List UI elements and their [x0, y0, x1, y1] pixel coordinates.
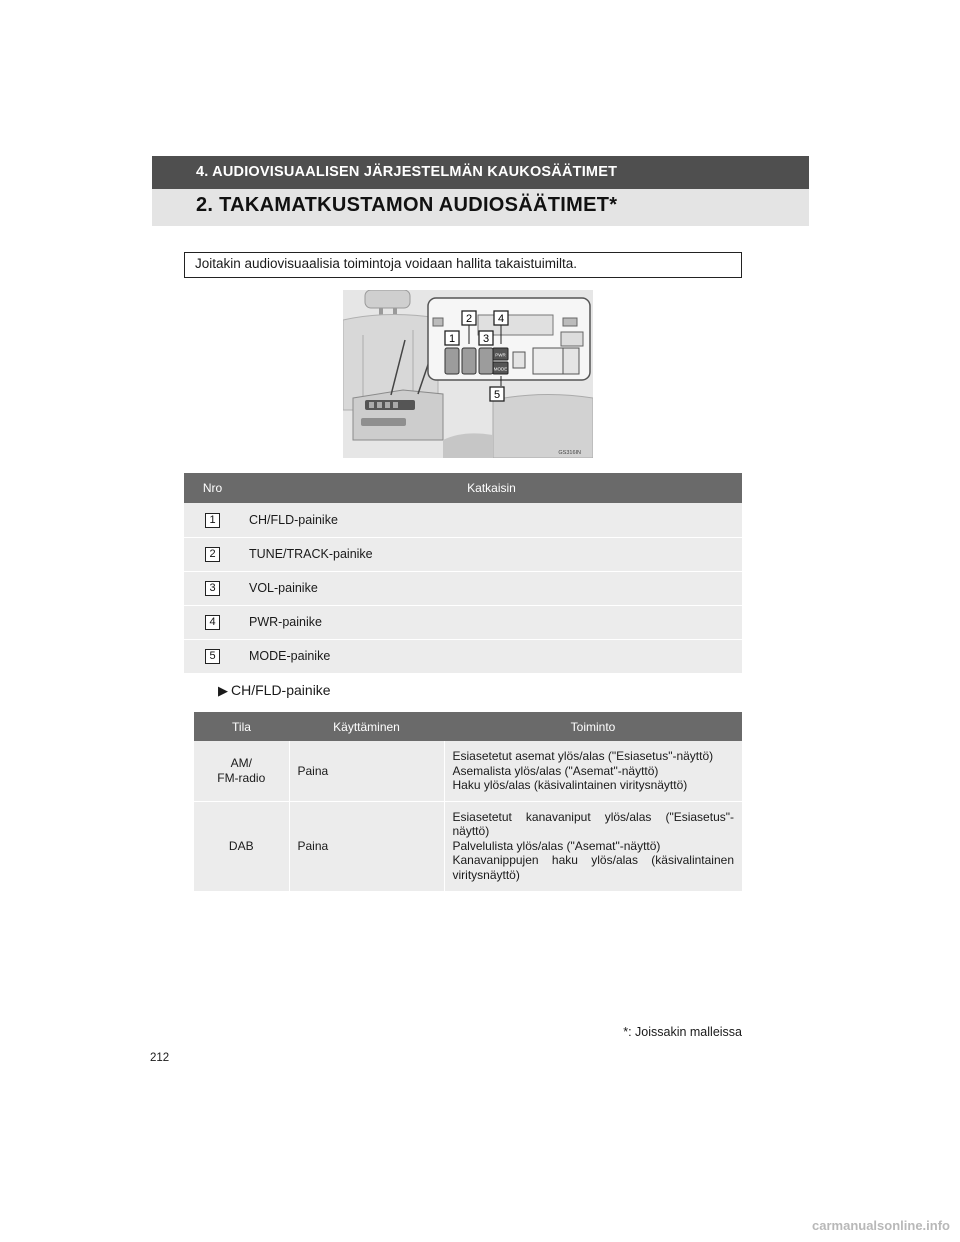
table-row [194, 741, 742, 801]
page-number: 212 [150, 1052, 170, 1064]
subheading [218, 682, 331, 699]
row-number-box: 5 [205, 649, 220, 664]
operation-cell: Paina [289, 801, 444, 891]
section-title: 4. AUDIOVISUAALISEN JÄRJESTELMÄN KAUKOSÄÄTIMET [196, 164, 618, 180]
switch-table [184, 473, 742, 674]
operation-table [194, 712, 742, 892]
svg-text:5: 5 [493, 389, 501, 401]
switch-label: PWR-painike [241, 605, 742, 639]
switch-table-header [184, 473, 742, 503]
callout-5 [490, 387, 504, 401]
svg-text:4: 4 [497, 313, 505, 325]
operation-cell: Paina [289, 741, 444, 801]
row-number-box: 1 [205, 513, 220, 528]
row-number-box: 2 [205, 547, 220, 562]
footnote: *: Joissakin malleissa [623, 1025, 742, 1039]
mode-cell: AM/ FM-radio [194, 741, 289, 801]
table-row [184, 605, 742, 639]
col-header-switch: Katkaisin [241, 473, 742, 503]
table-row [184, 639, 742, 673]
row-number-box: 3 [205, 581, 220, 596]
table-row [194, 801, 742, 891]
subheading-text: CH/FLD-painike [231, 682, 331, 698]
col-header-no: Nro [184, 473, 241, 503]
row-number-box: 4 [205, 615, 220, 630]
svg-text:3: 3 [482, 333, 490, 345]
mode-cell: DAB [194, 801, 289, 891]
rear-seat-armrest-image [343, 290, 593, 458]
page-title: 2. TAKAMATKUSTAMON AUDIOSÄÄTIMET* [196, 194, 618, 216]
function-cell: Esiasetetut kanavaniput ylös/alas ("Esiasetus"-näyttö) Palvelulista ylös/alas ("Asemat"-näyttö) Kanavanippujen haku ylös/alas (käsivalintainen viritysnäyttö) [444, 801, 742, 891]
table-row [184, 503, 742, 537]
col-header-mode: Tila [194, 712, 289, 741]
col-header-function: Toiminto [444, 712, 742, 741]
col-header-operation: Käyttäminen [289, 712, 444, 741]
switch-label: VOL-painike [241, 571, 742, 605]
table-row [184, 571, 742, 605]
figure-code: GS316IN [558, 450, 581, 456]
site-watermark: carmanualsonline.info [812, 1218, 950, 1233]
callout-2 [462, 311, 476, 325]
function-cell: Esiasetetut asemat ylös/alas ("Esiasetus"-näyttö) Asemalista ylös/alas ("Asemat"-näyttö) Haku ylös/alas (käsivalintainen viritysnäyttö) [444, 741, 742, 801]
callout-3 [479, 331, 493, 345]
operation-table-header [194, 712, 742, 741]
switch-label: CH/FLD-painike [241, 503, 742, 537]
callout-1 [445, 331, 459, 345]
mode-button-label: MODE [493, 366, 508, 372]
switch-label: MODE-painike [241, 639, 742, 673]
intro-text: Joitakin audiovisuaalisia toimintoja voidaan hallita takaistuimilta. [184, 252, 742, 278]
svg-text:2: 2 [465, 313, 473, 325]
table-row [184, 537, 742, 571]
triangle-bullet-icon: ▶ [218, 683, 228, 698]
pwr-button-label: PWR [495, 352, 506, 358]
switch-label: TUNE/TRACK-painike [241, 537, 742, 571]
callout-4 [494, 311, 508, 325]
svg-text:1: 1 [448, 333, 456, 345]
rear-controls-illustration [343, 290, 593, 458]
